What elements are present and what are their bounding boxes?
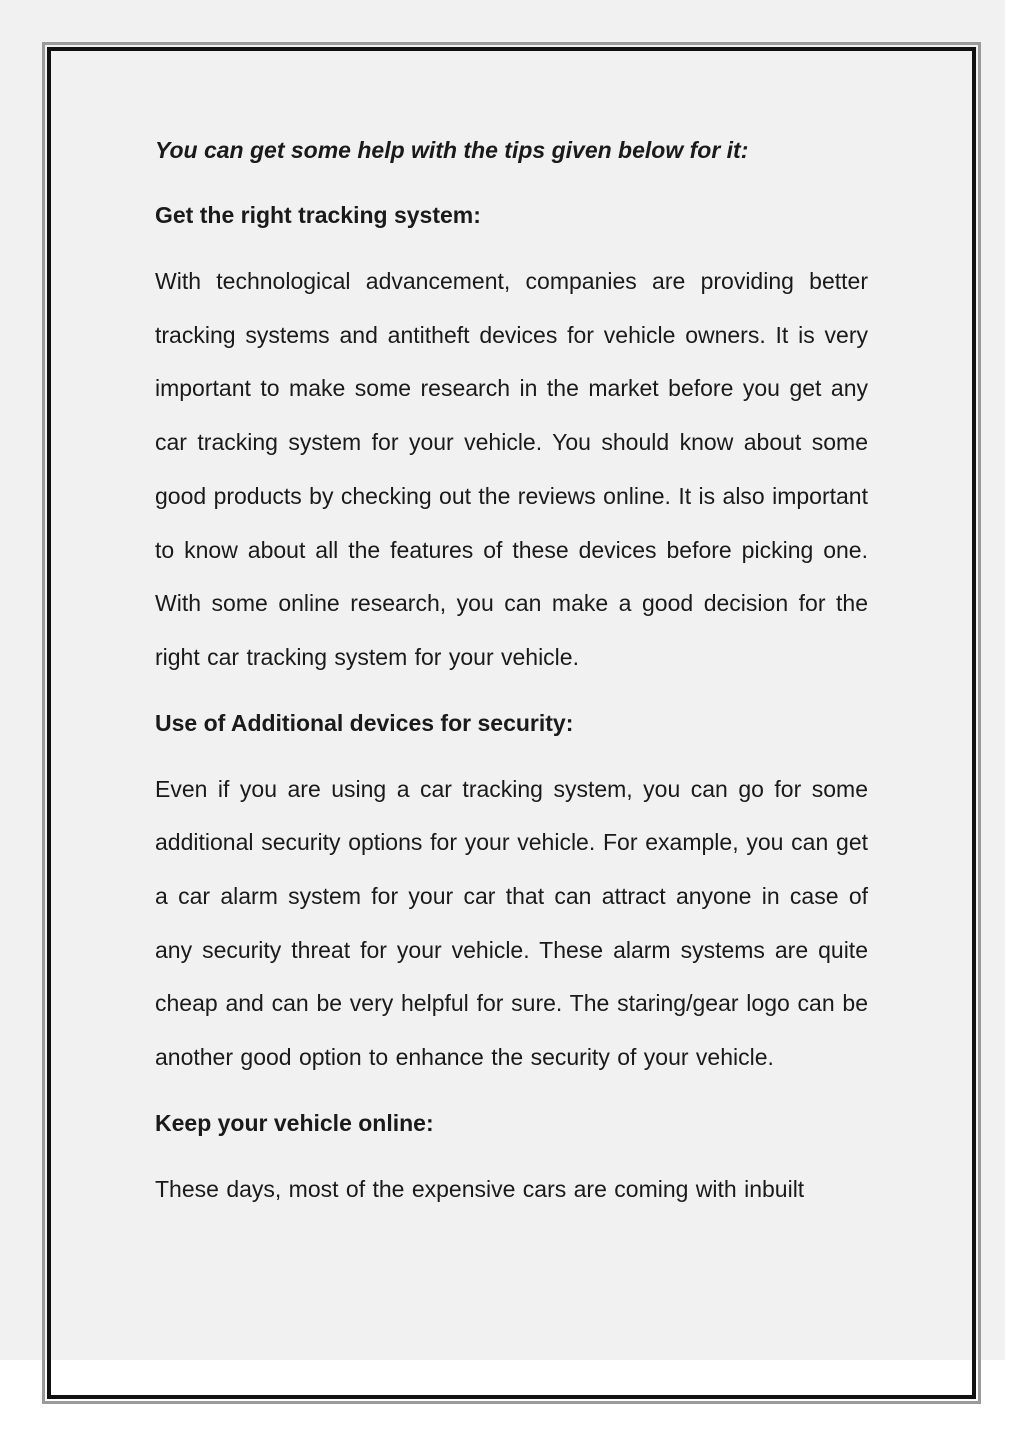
document-body [155, 130, 868, 1235]
lead-sentence: You can get some help with the tips given below for it: [155, 137, 749, 163]
section-paragraph-tracking-system: With technological advancement, companies are providing better tracking systems and antitheft devices for vehicle owners. It is very important to make some research in the market before you get any car tracking system for your vehicle. You should know about some good products by checking out the reviews online. It is also important to know about all the features of these devices before picking one. With some online research, you can make a good decision for the right car tracking system for your vehicle. [155, 268, 868, 670]
section-heading-vehicle-online: Keep your vehicle online: [155, 1109, 434, 1136]
section-paragraph-additional-devices: Even if you are using a car tracking system, you can go for some additional security options for your vehicle. For example, you can get a car alarm system for your car that can attract anyone in case of any security threat for your vehicle. These alarm systems are quite cheap and can be very helpful for sure. The staring/gear logo can be another good option to enhance the security of your vehicle. [155, 775, 868, 1071]
section-heading-additional-devices: Use of Additional devices for security: [155, 709, 574, 736]
section-paragraph-vehicle-online: These days, most of the expensive cars are coming with inbuilt [155, 1175, 805, 1202]
section-heading-tracking-system: Get the right tracking system: [155, 202, 481, 228]
